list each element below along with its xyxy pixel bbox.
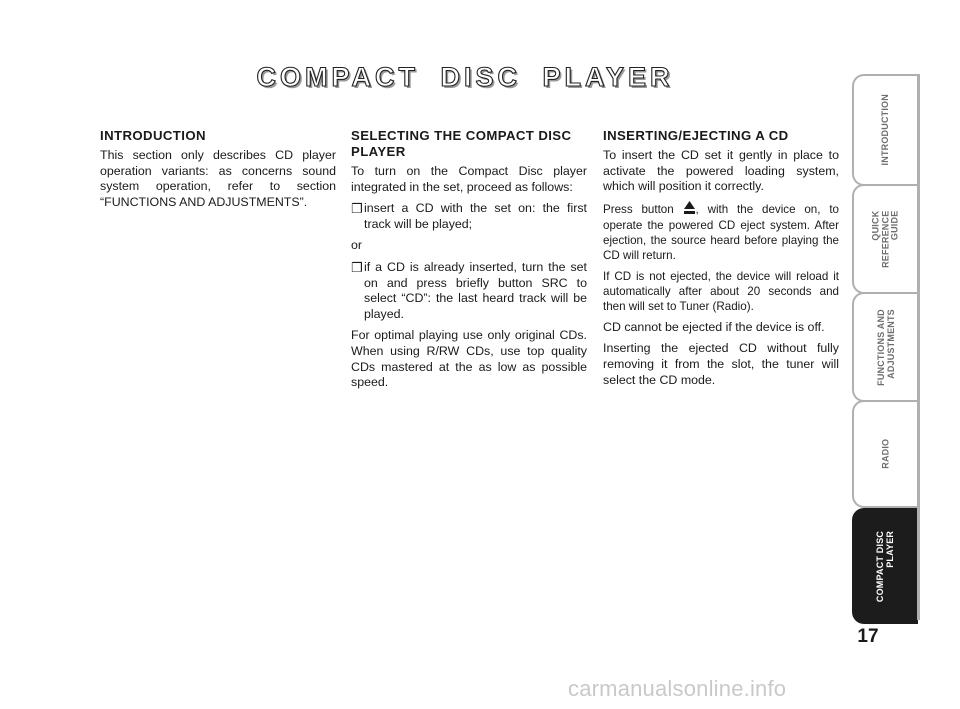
bullet-text: insert a CD with the set on: the first track will be played; <box>364 201 587 231</box>
checkbox-square-icon: ❒ <box>351 201 363 217</box>
selecting-note: For optimal playing use only original CDs. When using R/RW CDs, use top quality CDs mastered at the as low as possible speed. <box>351 328 587 390</box>
column-introduction <box>100 128 336 216</box>
inserting-p5: Inserting the ejected CD without fully removing it from the slot, the tuner will select the CD mode. <box>603 341 839 387</box>
tab-radio[interactable] <box>852 400 918 508</box>
inserting-p3: If CD is not ejected, the device will reload it automatically after about 20 seconds and then will set to Tuner (Radio). <box>603 269 839 313</box>
column-selecting <box>351 128 587 397</box>
list-item <box>351 260 587 322</box>
or-text: or <box>351 238 363 253</box>
selecting-intro: To turn on the Compact Disc player integrated in the set, proceed as follows: <box>351 164 587 194</box>
tab-introduction[interactable] <box>852 74 918 186</box>
watermark: carmanualsonline.info <box>568 676 787 701</box>
page-title: COMPACT DISC PLAYER <box>256 62 674 92</box>
eject-icon <box>684 201 695 218</box>
page-number: 17 <box>857 626 879 647</box>
inserting-p4: CD cannot be ejected if the device is off. <box>603 319 825 334</box>
tab-edge-divider <box>917 74 920 620</box>
tab-functions-and-adjustments[interactable] <box>852 292 918 402</box>
tab-label: QUICK REFERENCE GUIDE <box>870 210 900 268</box>
tab-label: INTRODUCTION <box>880 94 891 166</box>
introduction-body: This section only describes CD player operation variants: as concerns sound system operation, refer to section “FUNCTIONS AND ADJUSTMENTS”. <box>100 148 336 209</box>
tab-label: FUNCTIONS AND ADJUSTMENTS <box>875 308 896 386</box>
tab-quick-reference-guide[interactable] <box>852 184 918 294</box>
checkbox-square-icon: ❒ <box>351 259 363 275</box>
inserting-heading: INSERTING/EJECTING A CD <box>603 128 789 143</box>
inserting-p2 <box>603 201 839 263</box>
tab-label: RADIO <box>880 439 891 469</box>
inserting-p2-after: , with the device on, to operate the powered CD eject system. After ejection, the source heard before playing the CD will return. <box>603 202 839 262</box>
column-inserting <box>603 128 839 394</box>
inserting-p2-before: Press button <box>603 202 683 216</box>
introduction-heading: INTRODUCTION <box>100 128 206 143</box>
tab-label: COMPACT DISC PLAYER <box>875 530 896 602</box>
inserting-p1: To insert the CD set it gently in place to activate the powered loading system, which will position it correctly. <box>603 148 839 194</box>
bullet-text: if a CD is already inserted, turn the set on and press briefly button SRC to select “CD”: the last heard track will be played. <box>364 259 587 321</box>
selecting-heading: SELECTING THE COMPACT DISC PLAYER <box>351 128 572 159</box>
list-item <box>351 201 587 232</box>
tab-compact-disc-player[interactable] <box>852 508 918 624</box>
